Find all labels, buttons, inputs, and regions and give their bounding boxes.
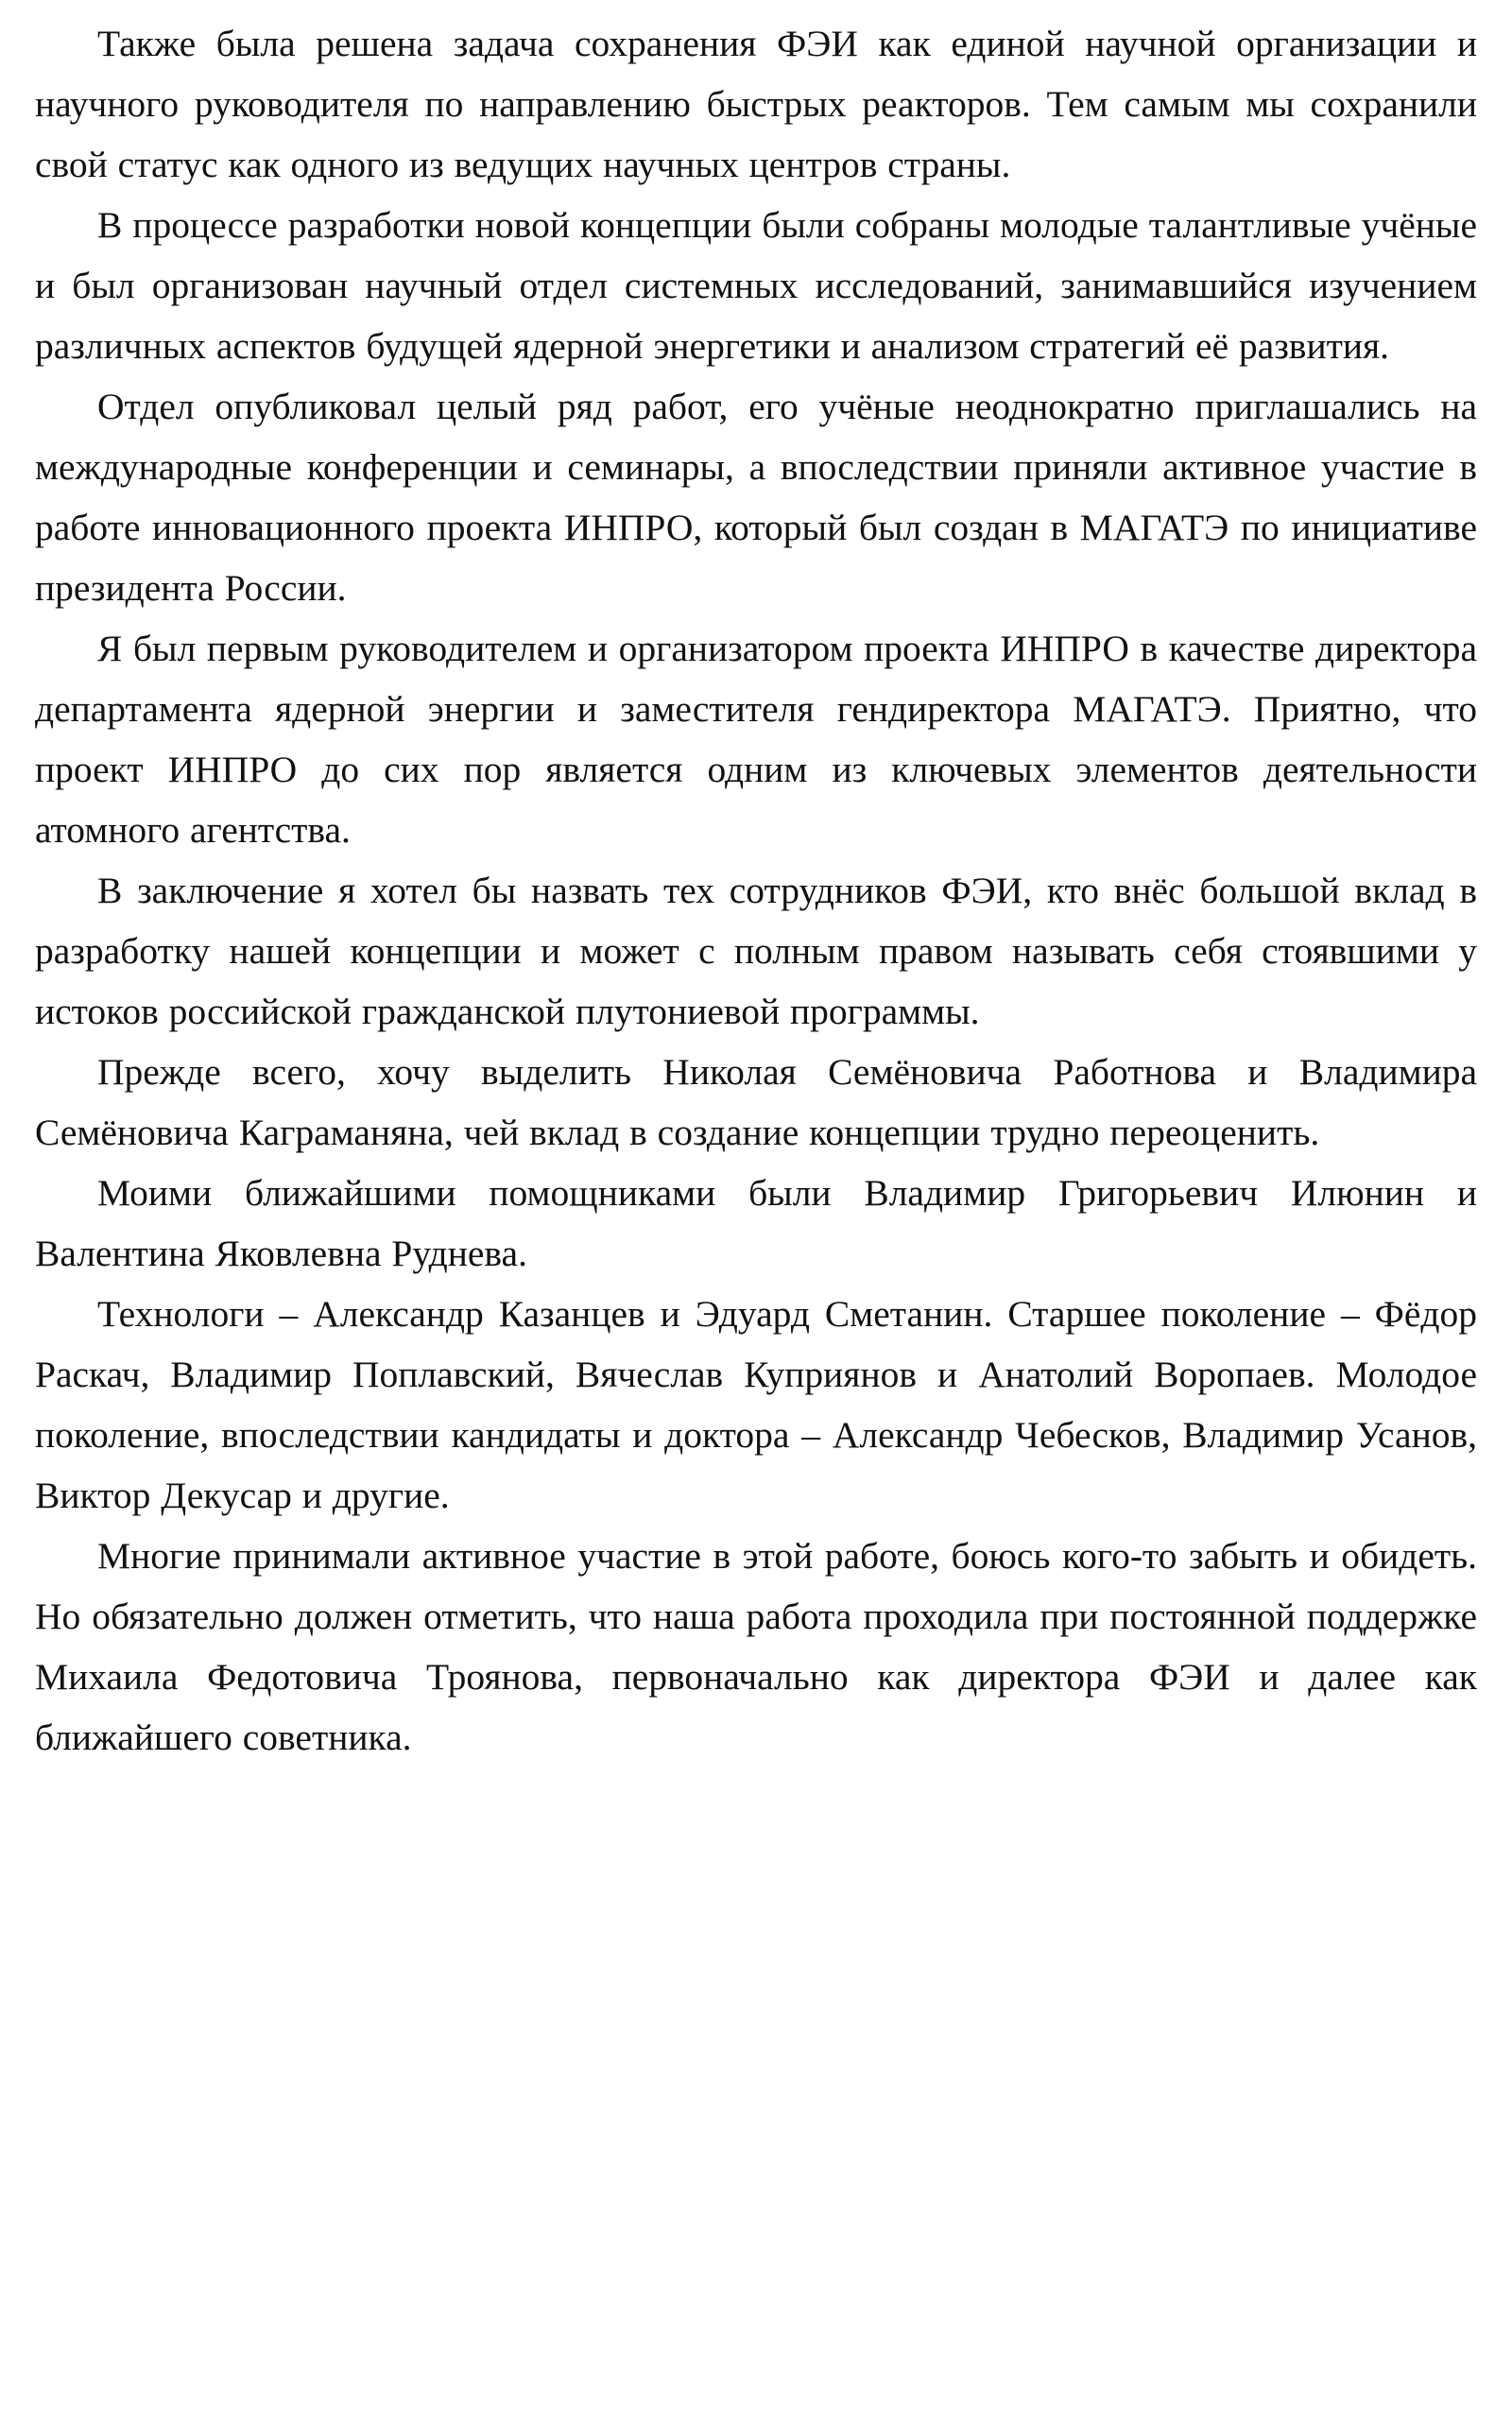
paragraph-6: Прежде всего, хочу выделить Николая Семёновича Работнова и Владимира Семёновича Каграманяна, чей вклад в создание концепции трудно переоценить. <box>35 1051 1477 1153</box>
paragraph-5: В заключение я хотел бы назвать тех сотрудников ФЭИ, кто внёс большой вклад в разработку нашей концепции и может с полным правом называть себя стоявшими у истоков российской гражданской плутониевой программы. <box>35 870 1477 1032</box>
paragraph-1: Также была решена задача сохранения ФЭИ как единой научной организации и научного руководителя по направлению быстрых реакторов. Тем самым мы сохранили свой статус как одного из ведущих научных центров страны. <box>35 23 1477 185</box>
paragraph-4: Я был первым руководителем и организатором проекта ИНПРО в качестве директора департамента ядерной энергии и заместителя гендиректора МАГАТЭ. Приятно, что проект ИНПРО до сих пор является одним из ключевых элементов деятельности атомного агентства. <box>35 628 1477 851</box>
paragraph-3: Отдел опубликовал целый ряд работ, его учёные неоднократно приглашались на международные конференции и семинары, а впоследствии приняли активное участие в работе инновационного проекта ИНПРО, который был создан в МАГАТЭ по инициативе президента России. <box>35 386 1477 609</box>
paragraph-2: В процессе разработки новой концепции были собраны молодые талантливые учёные и был организован научный отдел системных исследований, занимавшийся изучением различных аспектов будущей ядерной энергетики и анализом стратегий её развития. <box>35 204 1477 367</box>
paragraph-8: Технологи – Александр Казанцев и Эдуард Сметанин. Старшее поколение – Фёдор Раскач, Владимир Поплавский, Вячеслав Куприянов и Анатолий Воропаев. Молодое поколение, впоследствии кандидаты и доктора – Александр Чебесков, Владимир Усанов, Виктор Декусар и другие. <box>35 1293 1477 1516</box>
paragraph-9: Многие принимали активное участие в этой работе, боюсь кого-то забыть и обидеть. Но обязательно должен отметить, что наша работа проходила при постоянной поддержке Михаила Федотовича Троянова, первоначально как директора ФЭИ и далее как ближайшего советника. <box>35 1535 1477 1758</box>
document-page <box>35 13 1477 1768</box>
paragraph-7: Моими ближайшими помощниками были Владимир Григорьевич Илюнин и Валентина Яковлевна Руднева. <box>35 1172 1477 1274</box>
